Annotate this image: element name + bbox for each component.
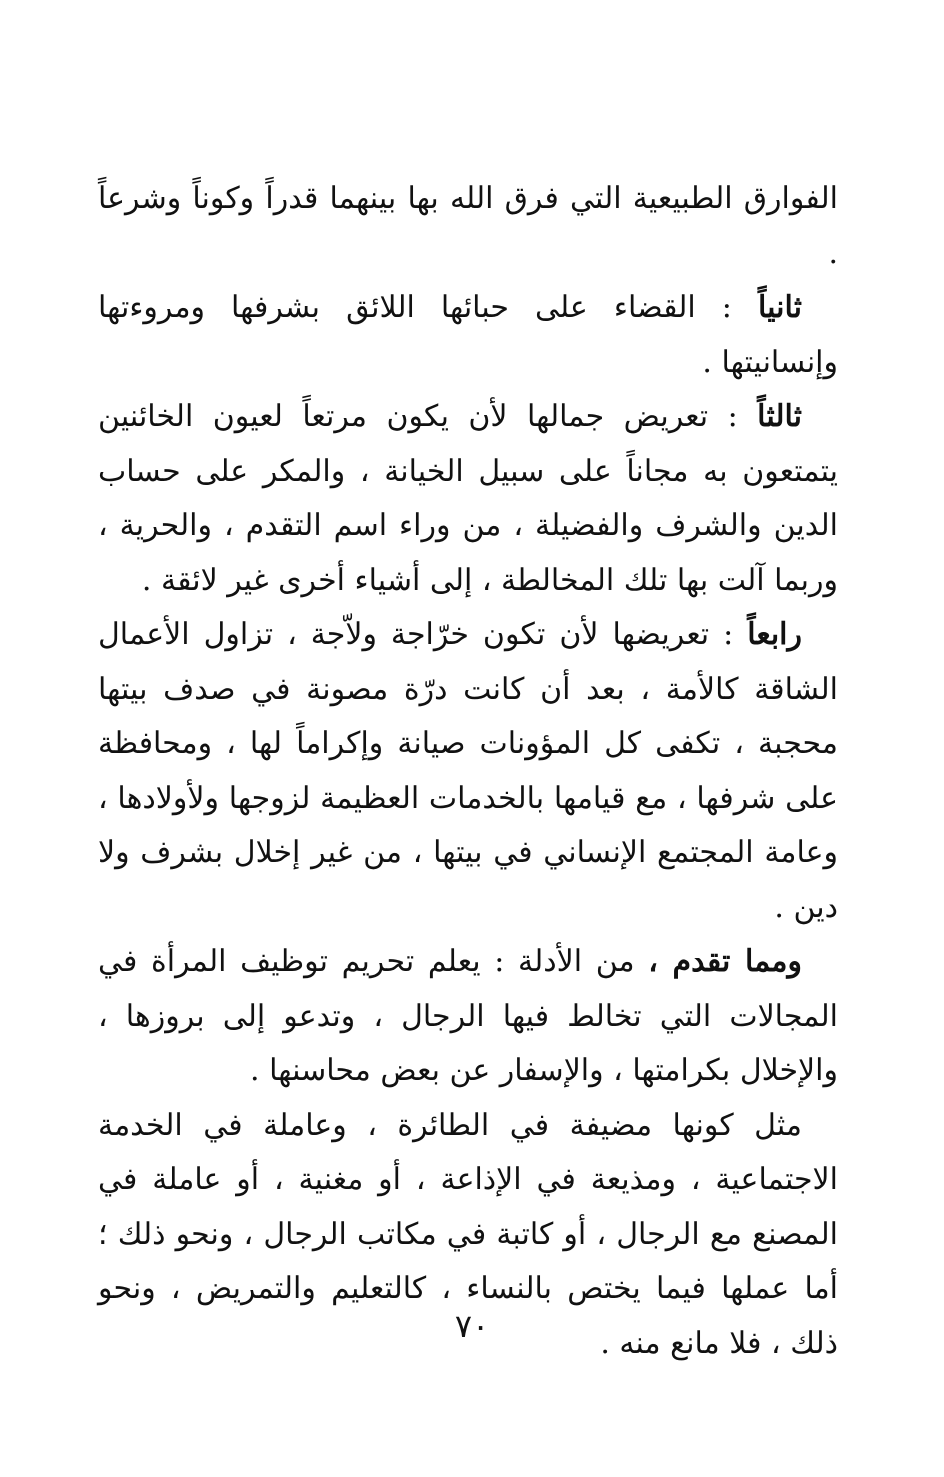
paragraph-text: : القضاء على حبائها اللائق بشرفها ومروءتها وإنسانيتها . xyxy=(98,290,838,380)
paragraph-text: من الأدلة : يعلم تحريم توظيف المرأة في المجالات التي تخالط فيها الرجال ، وتدعو إلى بروزها ، والإخلال بكرامتها ، والإسفار عن بعض محاسنها . xyxy=(98,944,839,1088)
paragraph-text: مثل كونها مضيفة في الطائرة ، وعاملة في الخدمة الاجتماعية ، ومذيعة في الإذاعة ، أو مغنية ، أو عاملة في المصنع مع الرجال ، أو كاتبة في مكاتب الرجال ، ونحو ذلك ؛ أما عملها فيما يختص بالنساء ، كالتعليم والتمريض ، ونحو ذلك ، فلا مانع منه . xyxy=(98,1107,838,1361)
paragraph-lead: ثالثاً xyxy=(757,399,802,434)
paragraph-second-point xyxy=(98,281,838,390)
paragraph-text: : تعريضها لأن تكون خرّاجة ولاّجة ، تزاول الأعمال الشاقة كالأمة ، بعد أن كانت درّة مصونة في صدف بيتها محجبة ، تكفى كل المؤونات صيانة وإكراماً لها ، ومحافظة على شرفها ، مع قيامها بالخدمات العظيمة لزوجها ولأولادها ، وعامة المجتمع الإنساني في بيتها ، من غير إخلال بشرف ولا دين . xyxy=(98,617,838,925)
paragraph-lead: رابعاً xyxy=(747,617,802,652)
paragraph-third-point xyxy=(98,390,838,608)
paragraph-text: : تعريض جمالها لأن يكون مرتعاً لعيون الخائنين يتمتعون به مجاناً على سبيل الخيانة ، والمكر على حساب الدين والشرف والفضيلة ، من وراء اسم التقدم ، والحرية ، وربما آلت بها تلك المخالطة ، إلى أشياء أخرى غير لائقة . xyxy=(98,399,838,598)
body-text xyxy=(98,172,838,1371)
paragraph-fourth-point xyxy=(98,608,838,935)
paragraph-continuation xyxy=(98,172,838,281)
page-number: ٧٠ xyxy=(454,1307,490,1345)
paragraph-text: الفوارق الطبيعية التي فرق الله بها بينهما قدراً وكوناً وشرعاً . xyxy=(98,181,838,271)
paragraph-lead: ثانياً xyxy=(757,290,802,325)
paragraph-lead: ومما تقدم ، xyxy=(648,944,802,979)
paragraph-conclusion xyxy=(98,935,838,1099)
